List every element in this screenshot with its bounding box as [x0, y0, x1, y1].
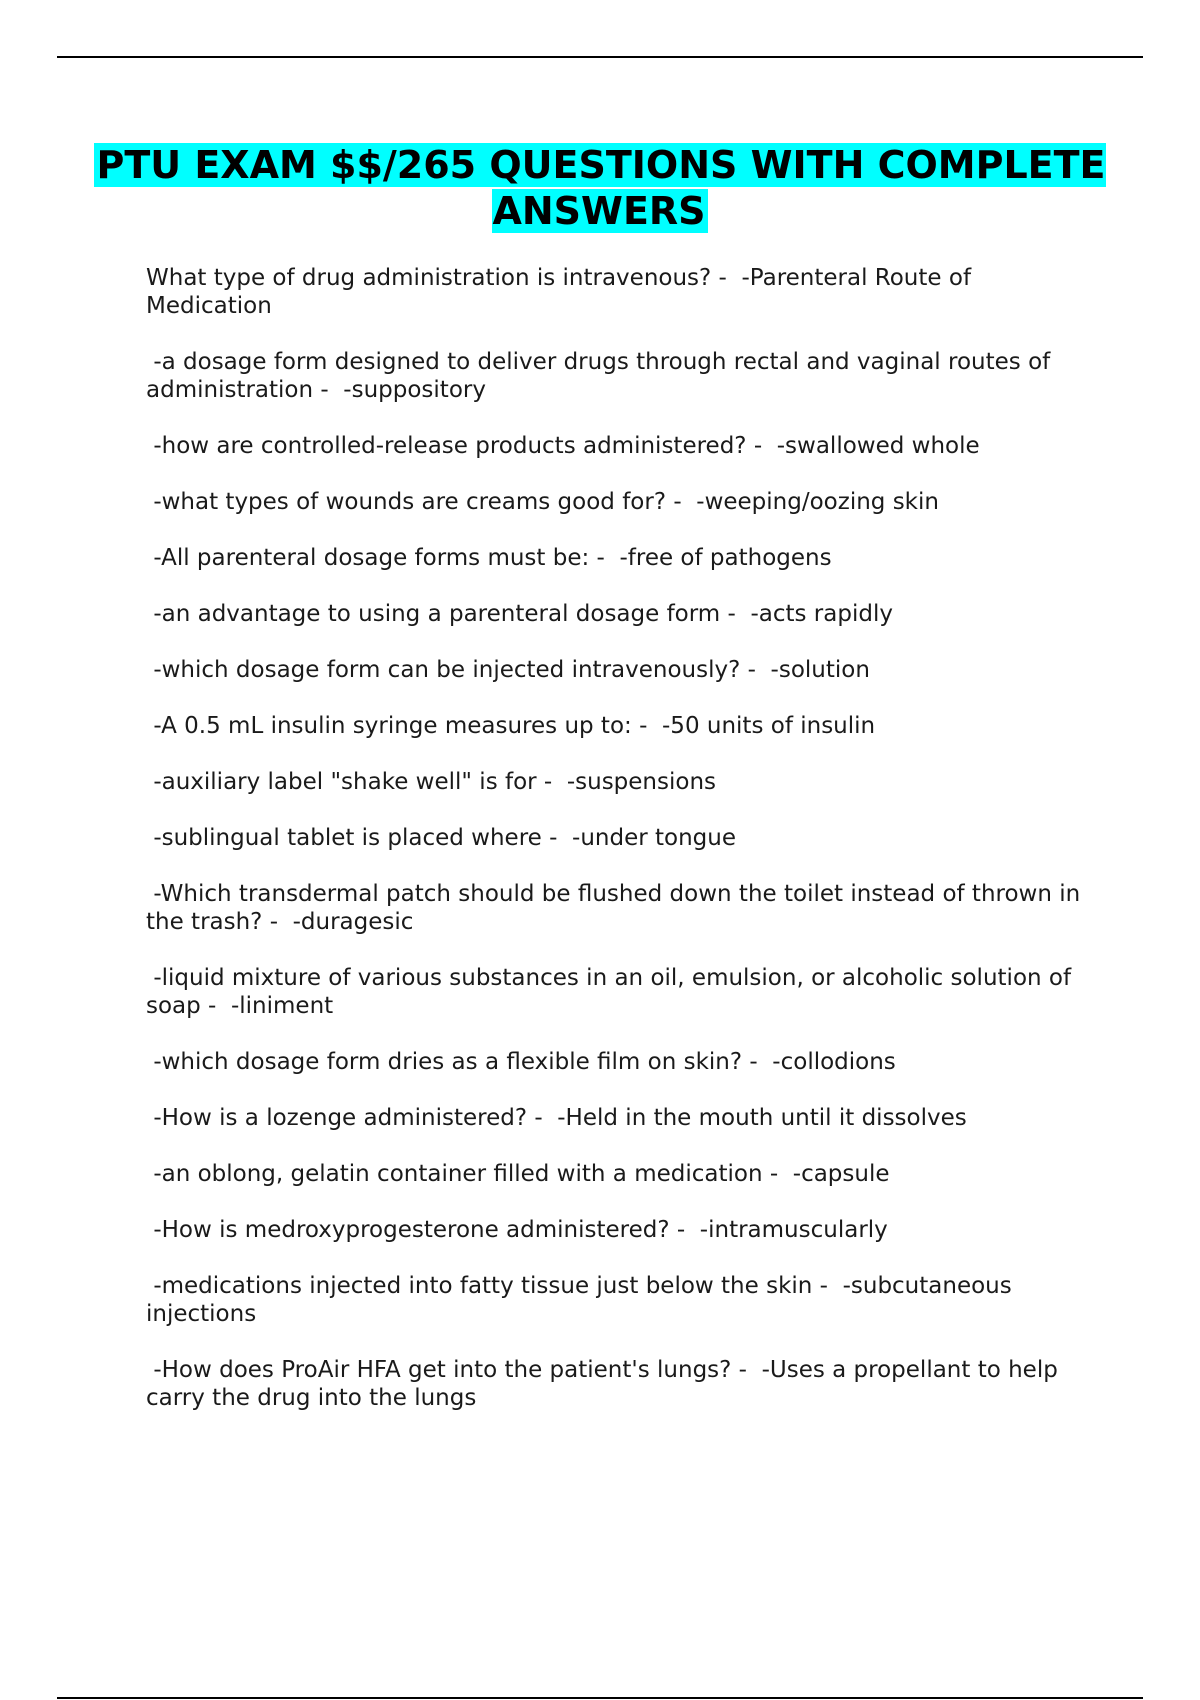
- qa-item: -how are controlled-release products administered? - -swallowed whole: [146, 433, 980, 459]
- qa-item: -How does ProAir HFA get into the patient's lungs? - -Uses a propellant to help carry the drug into the lungs: [146, 1357, 1066, 1411]
- question-answer-list: [146, 264, 1096, 1440]
- footer-rule: [57, 1697, 1143, 1699]
- qa-item: -How is medroxyprogesterone administered? - -intramuscularly: [146, 1217, 888, 1243]
- qa-item: -liquid mixture of various substances in an oil, emulsion, or alcoholic solution of soap - -liniment: [146, 965, 1079, 1019]
- qa-item: -a dosage form designed to deliver drugs through rectal and vaginal routes of administration - -suppository: [146, 349, 1058, 403]
- qa-item: -All parenteral dosage forms must be: - -free of pathogens: [146, 545, 832, 571]
- qa-item: -Which transdermal patch should be flushed down the toilet instead of thrown in the trash? - -duragesic: [146, 881, 1088, 935]
- title-text: PTU EXAM $$/265 QUESTIONS WITH COMPLETE ANSWERS: [96, 143, 1106, 233]
- qa-item: -A 0.5 mL insulin syringe measures up to: - -50 units of insulin: [146, 713, 876, 739]
- qa-item: -which dosage form dries as a flexible film on skin? - -collodions: [146, 1049, 896, 1075]
- qa-item: -auxiliary label "shake well" is for - -suspensions: [146, 769, 717, 795]
- qa-item: -which dosage form can be injected intravenously? - -solution: [146, 657, 870, 683]
- qa-item: -an advantage to using a parenteral dosage form - -acts rapidly: [146, 601, 893, 627]
- document-title: [60, 142, 1140, 234]
- qa-item: -How is a lozenge administered? - -Held in the mouth until it dissolves: [146, 1105, 967, 1131]
- qa-item: What type of drug administration is intravenous? - -Parenteral Route of Medication: [146, 265, 979, 319]
- header-rule: [57, 56, 1143, 58]
- qa-item: -medications injected into fatty tissue just below the skin - -subcutaneous injections: [146, 1273, 1020, 1327]
- qa-item: -what types of wounds are creams good for? - -weeping/oozing skin: [146, 489, 939, 515]
- qa-item: -an oblong, gelatin container filled with a medication - -capsule: [146, 1161, 890, 1187]
- qa-item: -sublingual tablet is placed where - -under tongue: [146, 825, 736, 851]
